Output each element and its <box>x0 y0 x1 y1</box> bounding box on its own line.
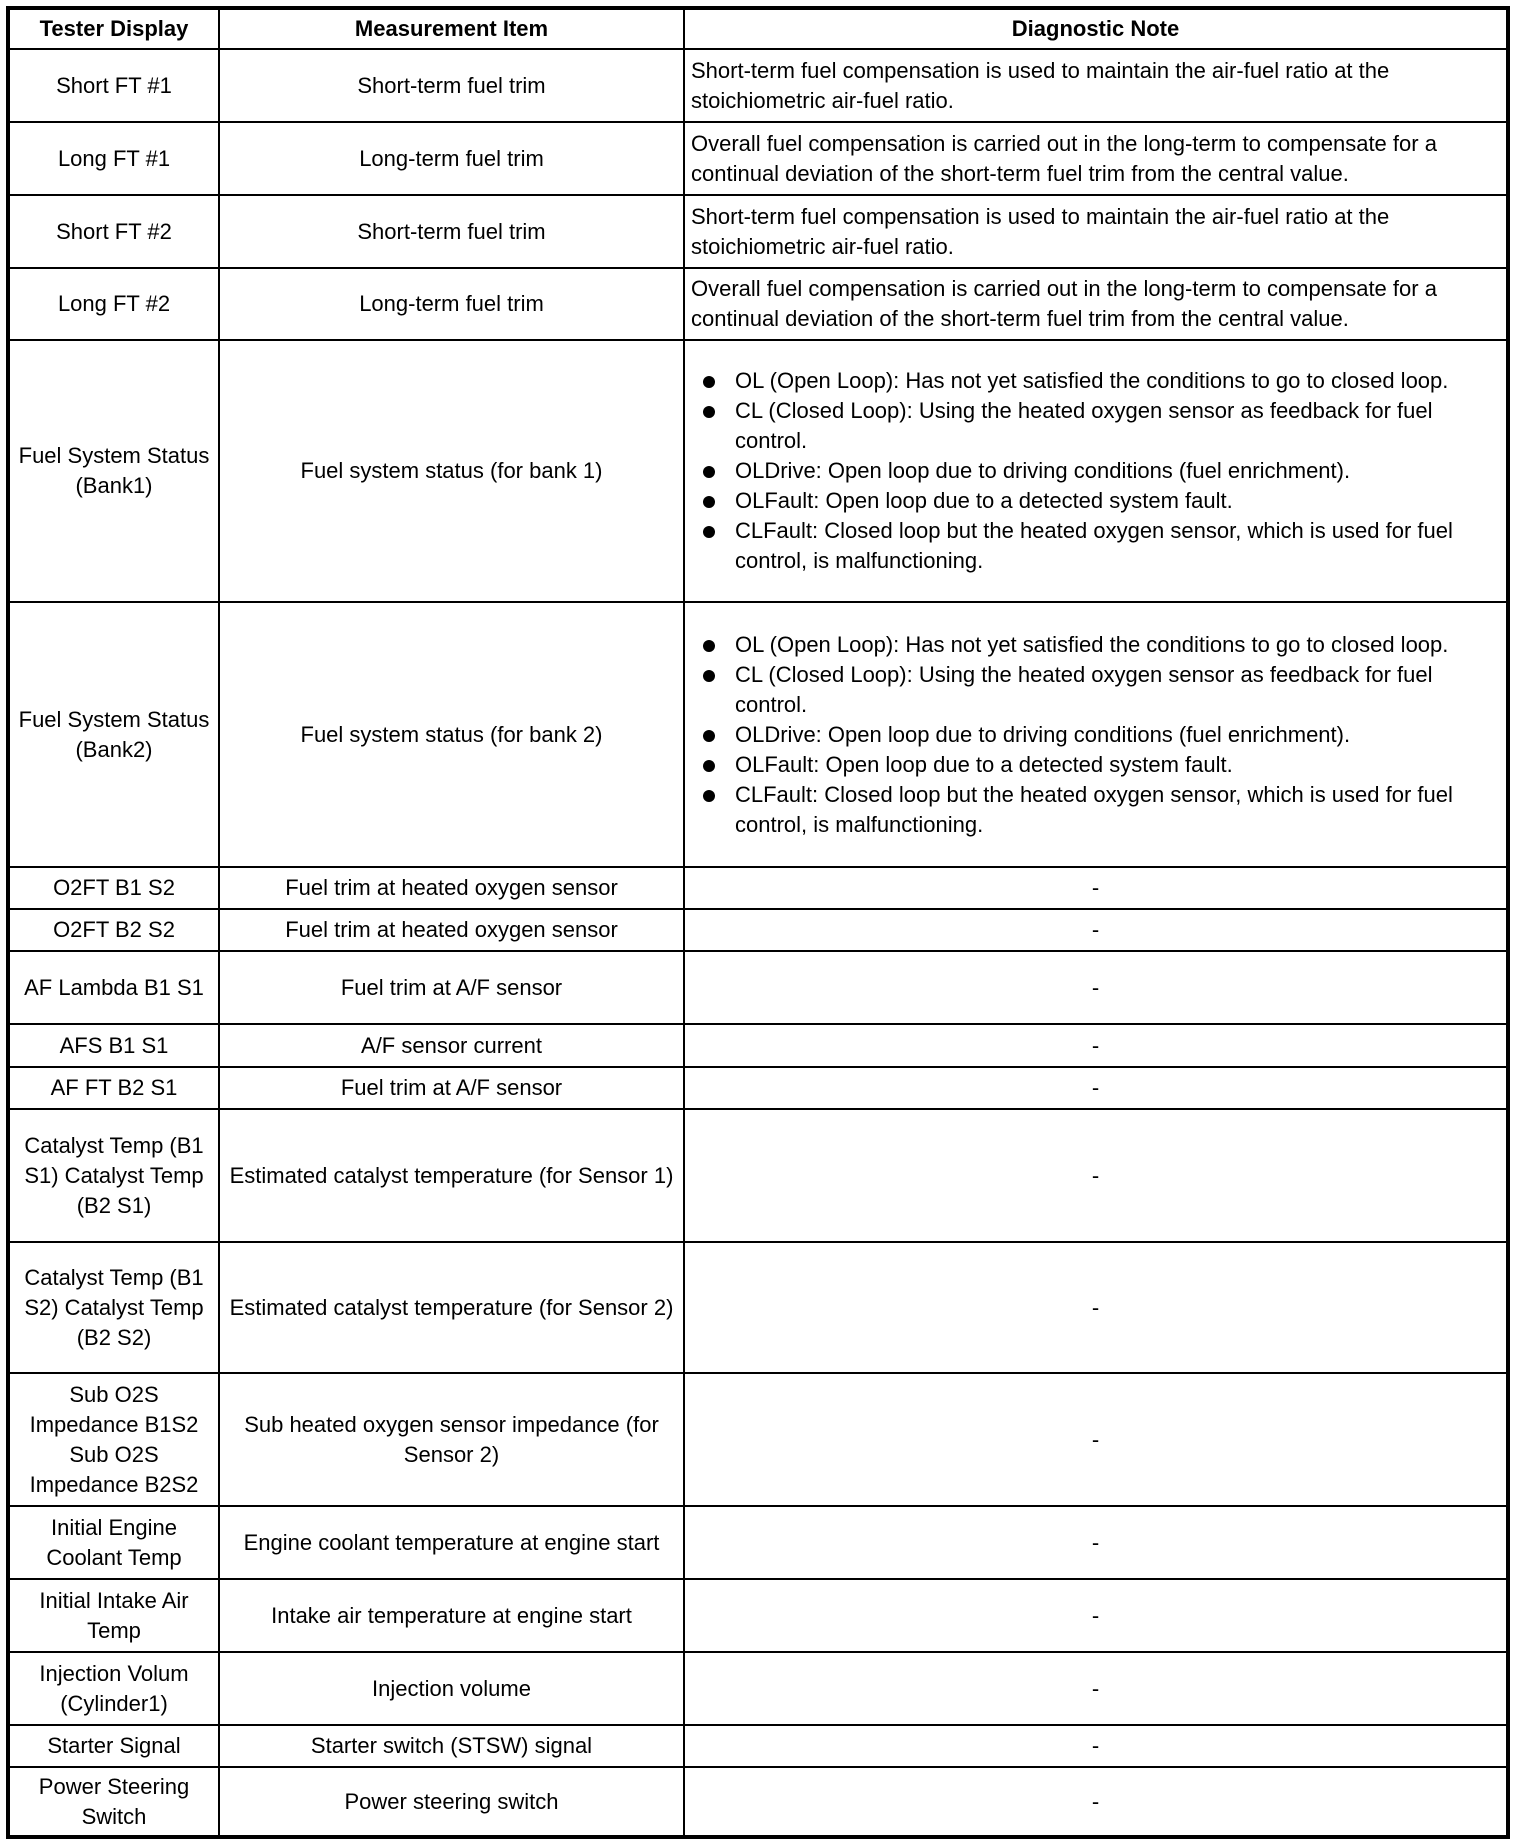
diagnostic-note-cell: - <box>684 1109 1508 1242</box>
table-row <box>8 49 1508 122</box>
diagnostic-note-cell: - <box>684 1242 1508 1373</box>
status-list-item: OLFault: Open loop due to a detected system fault. <box>735 750 1500 780</box>
table-row <box>8 195 1508 268</box>
tester-display-cell: Short FT #2 <box>8 195 219 268</box>
table-row <box>8 1725 1508 1767</box>
measurement-item-cell: Fuel trim at A/F sensor <box>219 1067 684 1109</box>
table-row <box>8 1579 1508 1652</box>
status-list-item: OL (Open Loop): Has not yet satisfied the conditions to go to closed loop. <box>735 630 1500 660</box>
status-list-item: OLDrive: Open loop due to driving conditions (fuel enrichment). <box>735 720 1500 750</box>
measurement-item-cell: Fuel system status (for bank 1) <box>219 340 684 602</box>
table-row <box>8 1109 1508 1242</box>
tester-display-cell: AF Lambda B1 S1 <box>8 951 219 1024</box>
status-list <box>691 366 1500 576</box>
table-row <box>8 1024 1508 1067</box>
diagnostic-note-cell: - <box>684 1373 1508 1506</box>
diagnostic-note-cell: Short-term fuel compensation is used to maintain the air-fuel ratio at the stoichiometric air-fuel ratio. <box>684 49 1508 122</box>
tester-display-cell: Long FT #2 <box>8 268 219 340</box>
diagnostic-note-cell: - <box>684 1767 1508 1837</box>
diagnostic-note-cell: - <box>684 867 1508 909</box>
measurement-item-cell: Power steering switch <box>219 1767 684 1837</box>
tester-display-cell: Injection Volum (Cylinder1) <box>8 1652 219 1725</box>
tester-display-cell: O2FT B1 S2 <box>8 867 219 909</box>
measurement-item-cell: Fuel trim at A/F sensor <box>219 951 684 1024</box>
status-list-item: OL (Open Loop): Has not yet satisfied the conditions to go to closed loop. <box>735 366 1500 396</box>
diagnostic-note-cell: Short-term fuel compensation is used to maintain the air-fuel ratio at the stoichiometric air-fuel ratio. <box>684 195 1508 268</box>
diagnostic-note-cell: - <box>684 1024 1508 1067</box>
measurement-item-cell: Long-term fuel trim <box>219 122 684 195</box>
header-diagnostic-note: Diagnostic Note <box>684 8 1508 49</box>
table-row <box>8 268 1508 340</box>
tester-display-cell: Catalyst Temp (B1 S2) Catalyst Temp (B2 S2) <box>8 1242 219 1373</box>
measurement-item-cell: Engine coolant temperature at engine start <box>219 1506 684 1579</box>
header-tester-display: Tester Display <box>8 8 219 49</box>
tester-display-cell: Catalyst Temp (B1 S1) Catalyst Temp (B2 S1) <box>8 1109 219 1242</box>
measurement-item-cell: Fuel trim at heated oxygen sensor <box>219 867 684 909</box>
tester-display-cell: Fuel System Status (Bank1) <box>8 340 219 602</box>
tester-display-cell: AFS B1 S1 <box>8 1024 219 1067</box>
diagnostic-note-cell: - <box>684 1725 1508 1767</box>
header-measurement-item: Measurement Item <box>219 8 684 49</box>
diagnostic-note-cell <box>684 602 1508 867</box>
tester-display-cell: AF FT B2 S1 <box>8 1067 219 1109</box>
status-list-item: CL (Closed Loop): Using the heated oxygen sensor as feedback for fuel control. <box>735 660 1500 720</box>
tester-display-cell: Long FT #1 <box>8 122 219 195</box>
diagnostic-note-cell: - <box>684 1579 1508 1652</box>
table-row <box>8 1652 1508 1725</box>
table-row <box>8 1767 1508 1837</box>
diagnostic-note-cell: - <box>684 1067 1508 1109</box>
measurement-item-cell: Injection volume <box>219 1652 684 1725</box>
diagnostic-note-cell: - <box>684 909 1508 951</box>
status-list-item: CLFault: Closed loop but the heated oxygen sensor, which is used for fuel control, is malfunctioning. <box>735 780 1500 840</box>
measurement-item-cell: Starter switch (STSW) signal <box>219 1725 684 1767</box>
tester-display-cell: Power Steering Switch <box>8 1767 219 1837</box>
table-row <box>8 1242 1508 1373</box>
tester-display-cell: Short FT #1 <box>8 49 219 122</box>
measurement-item-cell: Long-term fuel trim <box>219 268 684 340</box>
measurement-item-cell: Estimated catalyst temperature (for Sensor 2) <box>219 1242 684 1373</box>
tester-display-cell: O2FT B2 S2 <box>8 909 219 951</box>
table-row <box>8 1506 1508 1579</box>
table-row <box>8 1067 1508 1109</box>
diagnostic-note-cell: Overall fuel compensation is carried out in the long-term to compensate for a continual deviation of the short-term fuel trim from the central value. <box>684 268 1508 340</box>
table-row <box>8 340 1508 602</box>
table-row <box>8 602 1508 867</box>
measurement-item-cell: Sub heated oxygen sensor impedance (for Sensor 2) <box>219 1373 684 1506</box>
measurement-item-cell: Short-term fuel trim <box>219 49 684 122</box>
tester-display-cell: Initial Engine Coolant Temp <box>8 1506 219 1579</box>
tester-display-cell: Sub O2S Impedance B1S2 Sub O2S Impedance B2S2 <box>8 1373 219 1506</box>
measurement-item-cell: Short-term fuel trim <box>219 195 684 268</box>
measurement-item-cell: Intake air temperature at engine start <box>219 1579 684 1652</box>
status-list <box>691 630 1500 840</box>
table-row <box>8 909 1508 951</box>
diagnostic-table <box>6 6 1510 1839</box>
diagnostic-note-cell: - <box>684 1652 1508 1725</box>
status-list-item: CL (Closed Loop): Using the heated oxygen sensor as feedback for fuel control. <box>735 396 1500 456</box>
diagnostic-note-cell: - <box>684 1506 1508 1579</box>
tester-display-cell: Starter Signal <box>8 1725 219 1767</box>
status-list-item: OLFault: Open loop due to a detected system fault. <box>735 486 1500 516</box>
table-row <box>8 122 1508 195</box>
diagnostic-note-cell: Overall fuel compensation is carried out in the long-term to compensate for a continual deviation of the short-term fuel trim from the central value. <box>684 122 1508 195</box>
tester-display-cell: Initial Intake Air Temp <box>8 1579 219 1652</box>
status-list-item: OLDrive: Open loop due to driving conditions (fuel enrichment). <box>735 456 1500 486</box>
measurement-item-cell: Fuel system status (for bank 2) <box>219 602 684 867</box>
measurement-item-cell: Fuel trim at heated oxygen sensor <box>219 909 684 951</box>
diagnostic-note-cell: - <box>684 951 1508 1024</box>
tester-display-cell: Fuel System Status (Bank2) <box>8 602 219 867</box>
measurement-item-cell: A/F sensor current <box>219 1024 684 1067</box>
header-row <box>8 8 1508 49</box>
table-row <box>8 951 1508 1024</box>
table-row <box>8 867 1508 909</box>
diagnostic-note-cell <box>684 340 1508 602</box>
table-row <box>8 1373 1508 1506</box>
status-list-item: CLFault: Closed loop but the heated oxygen sensor, which is used for fuel control, is malfunctioning. <box>735 516 1500 576</box>
measurement-item-cell: Estimated catalyst temperature (for Sensor 1) <box>219 1109 684 1242</box>
